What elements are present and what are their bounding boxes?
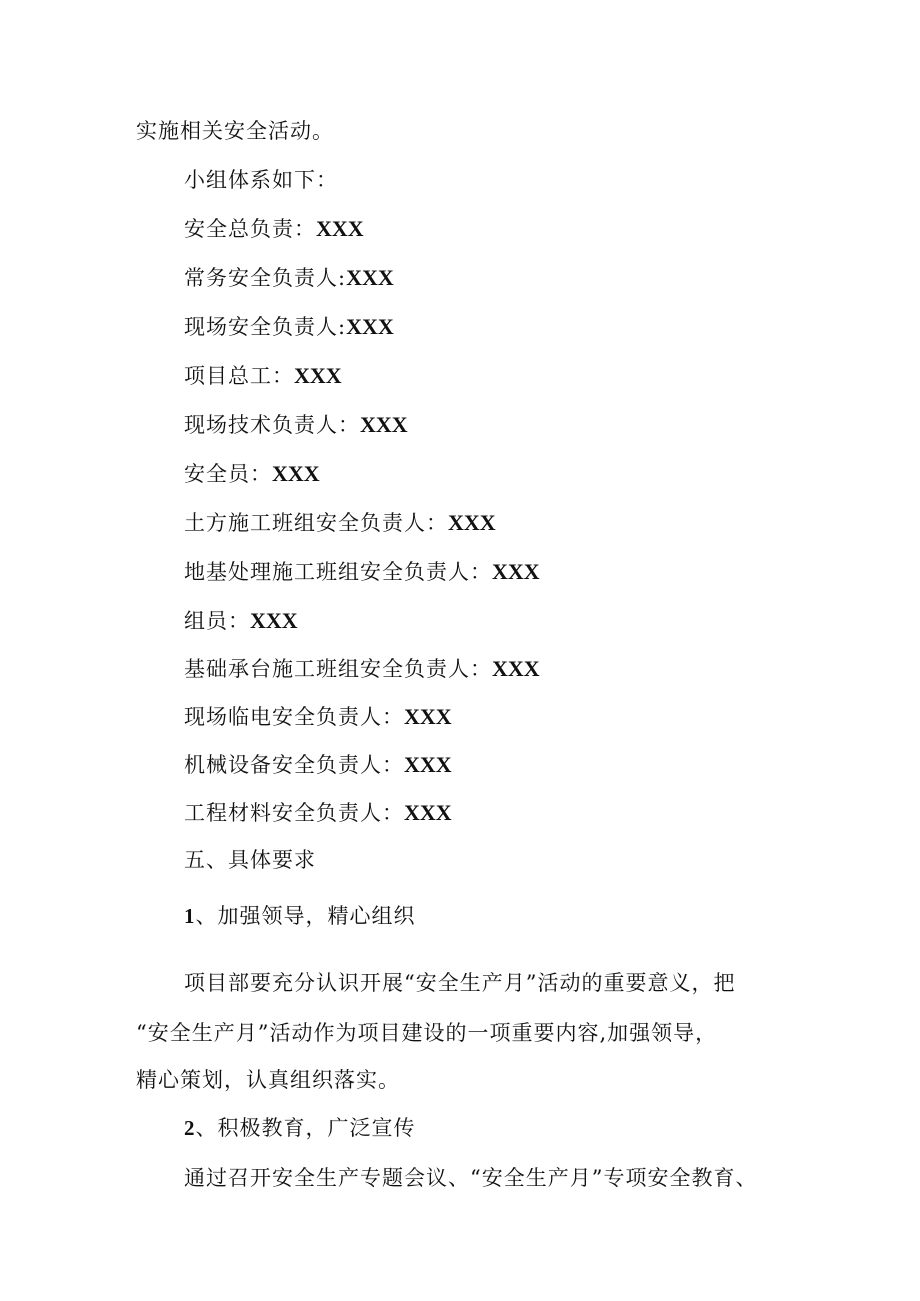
requirement-title: 、加强领导，精心组织: [195, 904, 416, 928]
role-line: [184, 362, 342, 390]
role-value: XXX: [448, 510, 496, 535]
role-value: XXX: [404, 704, 452, 729]
role-label: 安全员：: [184, 462, 272, 486]
role-line: [184, 215, 364, 243]
section-heading: 五、具体要求: [184, 848, 316, 872]
role-value: XXX: [316, 216, 364, 241]
role-line: [184, 460, 320, 488]
role-label: 土方施工班组安全负责人：: [184, 511, 448, 535]
paragraph-line: 精心策划，认真组织落实。: [136, 1068, 400, 1092]
role-label: 现场安全负责人:: [184, 315, 347, 339]
role-label: 常务安全负责人:: [184, 266, 347, 290]
requirement-number: 2: [184, 1116, 196, 1140]
role-label: 地基处理施工班组安全负责人：: [184, 560, 492, 584]
role-value: XXX: [360, 412, 408, 437]
continuation-line: 实施相关安全活动。: [136, 119, 334, 143]
system-intro: 小组体系如下：: [184, 168, 338, 192]
role-label: 组员：: [184, 609, 250, 633]
paragraph-line: “安全生产月”活动作为项目建设的一项重要内容,加强领导，: [136, 1021, 718, 1045]
role-line: [184, 607, 298, 635]
paragraph-line: 通过召开安全生产专题会议、“安全生产月”专项安全教育、: [184, 1166, 758, 1190]
requirement-number: 1: [184, 904, 196, 928]
role-line: [184, 703, 452, 731]
role-line: [184, 751, 452, 779]
role-label: 工程材料安全负责人：: [184, 801, 404, 825]
role-value: XXX: [272, 461, 320, 486]
role-line: [184, 558, 540, 586]
role-line: [184, 264, 394, 292]
role-label: 现场临电安全负责人：: [184, 705, 404, 729]
requirement-title: 、积极教育，广泛宣传: [195, 1116, 416, 1140]
paragraph-line: 项目部要充分认识开展“安全生产月”活动的重要意义，把: [184, 971, 736, 995]
role-value: XXX: [404, 752, 452, 777]
role-line: [184, 509, 496, 537]
role-value: XXX: [404, 800, 452, 825]
role-value: XXX: [294, 363, 342, 388]
role-value: XXX: [346, 314, 394, 339]
role-label: 机械设备安全负责人：: [184, 753, 404, 777]
role-line: [184, 411, 408, 439]
role-line: [184, 799, 452, 827]
role-label: 项目总工：: [184, 364, 294, 388]
role-value: XXX: [250, 608, 298, 633]
role-label: 现场技术负责人：: [184, 413, 360, 437]
role-value: XXX: [492, 559, 540, 584]
requirement-heading: [184, 902, 416, 930]
requirement-heading: [184, 1114, 416, 1142]
role-label: 安全总负责：: [184, 217, 316, 241]
role-line: [184, 313, 394, 341]
role-value: XXX: [346, 265, 394, 290]
role-label: 基础承台施工班组安全负责人：: [184, 657, 492, 681]
role-line: [184, 655, 540, 683]
role-value: XXX: [492, 656, 540, 681]
